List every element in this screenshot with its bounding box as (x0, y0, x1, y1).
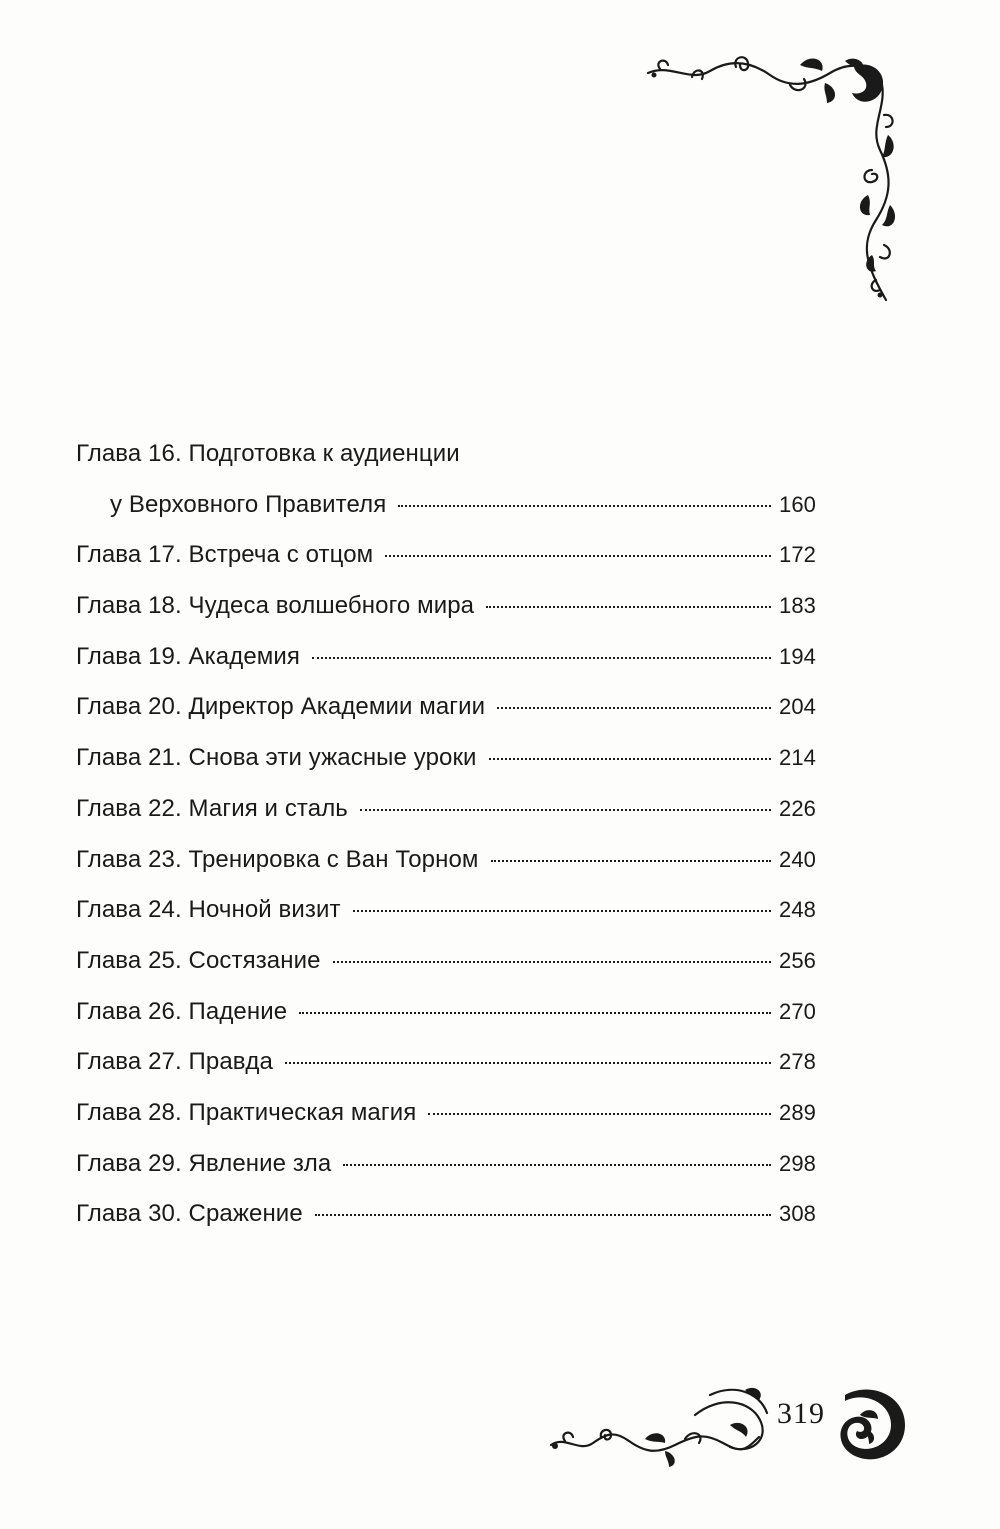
toc-entry (76, 1200, 816, 1251)
toc-page-number: 256 (778, 947, 816, 973)
toc-entry-title: Глава 24. Ночной визит (76, 896, 341, 924)
toc-page-number: 298 (778, 1150, 816, 1176)
dot-leader (489, 758, 771, 760)
dot-leader (385, 555, 771, 557)
dot-leader (497, 707, 771, 709)
toc-entry (76, 998, 816, 1049)
dot-leader (360, 809, 771, 811)
floral-swirl-ornament (545, 1375, 915, 1470)
table-of-contents (76, 440, 816, 1251)
toc-entry (76, 491, 816, 542)
toc-page-number: 204 (778, 694, 816, 720)
dot-leader (285, 1062, 771, 1064)
dot-leader (428, 1113, 771, 1115)
toc-entry-title: Глава 17. Встреча с отцом (76, 541, 374, 569)
toc-entry (76, 947, 816, 998)
dot-leader (312, 657, 771, 659)
toc-entry (76, 846, 816, 897)
dot-leader (333, 961, 771, 963)
toc-entry-title: Глава 29. Явление зла (76, 1149, 332, 1177)
toc-page-number: 194 (778, 643, 816, 669)
toc-entry-title: Глава 27. Правда (76, 1048, 273, 1076)
toc-page-number: 160 (778, 491, 816, 517)
page-number: 319 (777, 1397, 825, 1430)
toc-entry (76, 541, 816, 592)
toc-page-number: 172 (778, 542, 816, 568)
toc-page-number: 248 (778, 897, 816, 923)
dot-leader (315, 1214, 771, 1216)
toc-page-number: 278 (778, 1049, 816, 1075)
dot-leader (398, 505, 771, 507)
toc-entry-title: Глава 26. Падение (76, 997, 288, 1025)
floral-corner-ornament (640, 55, 900, 305)
toc-entry-title: Глава 21. Снова эти ужасные уроки (76, 744, 477, 772)
toc-page-number: 240 (778, 846, 816, 872)
toc-entry (76, 1099, 816, 1150)
toc-page-number: 183 (778, 593, 816, 619)
toc-entry-title: Глава 30. Сражение (76, 1200, 303, 1228)
dot-leader (491, 860, 771, 862)
toc-entry-title: Глава 16. Подготовка к аудиенции (76, 440, 460, 467)
dot-leader (343, 1164, 771, 1166)
toc-page-number: 308 (778, 1201, 816, 1227)
toc-entry (76, 592, 816, 643)
dot-leader (486, 606, 771, 608)
toc-entry (76, 896, 816, 947)
dot-leader (353, 910, 771, 912)
toc-entry-title: Глава 18. Чудеса волшебного мира (76, 592, 475, 620)
dot-leader (299, 1012, 771, 1014)
toc-entry-title: Глава 19. Академия (76, 642, 300, 670)
toc-entry (76, 643, 816, 694)
toc-entry (76, 744, 816, 795)
toc-page-number: 289 (778, 1099, 816, 1125)
toc-entry (76, 1048, 816, 1099)
toc-entry (76, 693, 816, 744)
toc-page-number: 214 (778, 745, 816, 771)
toc-entry-title: Глава 25. Состязание (76, 946, 321, 974)
toc-page-number: 270 (778, 998, 816, 1024)
toc-entry-title: Глава 28. Практическая магия (76, 1098, 417, 1126)
toc-entry (76, 1150, 816, 1201)
toc-entry-title: Глава 20. Директор Академии магии (76, 693, 486, 721)
toc-entry (76, 795, 816, 846)
toc-entry-title: Глава 23. Тренировка с Ван Торном (76, 845, 479, 873)
toc-page-number: 226 (778, 795, 816, 821)
toc-entry-title-continued: у Верховного Правителя (110, 490, 387, 518)
toc-entry-title: Глава 22. Магия и сталь (76, 794, 348, 822)
toc-entry-multiline-title (76, 440, 816, 491)
